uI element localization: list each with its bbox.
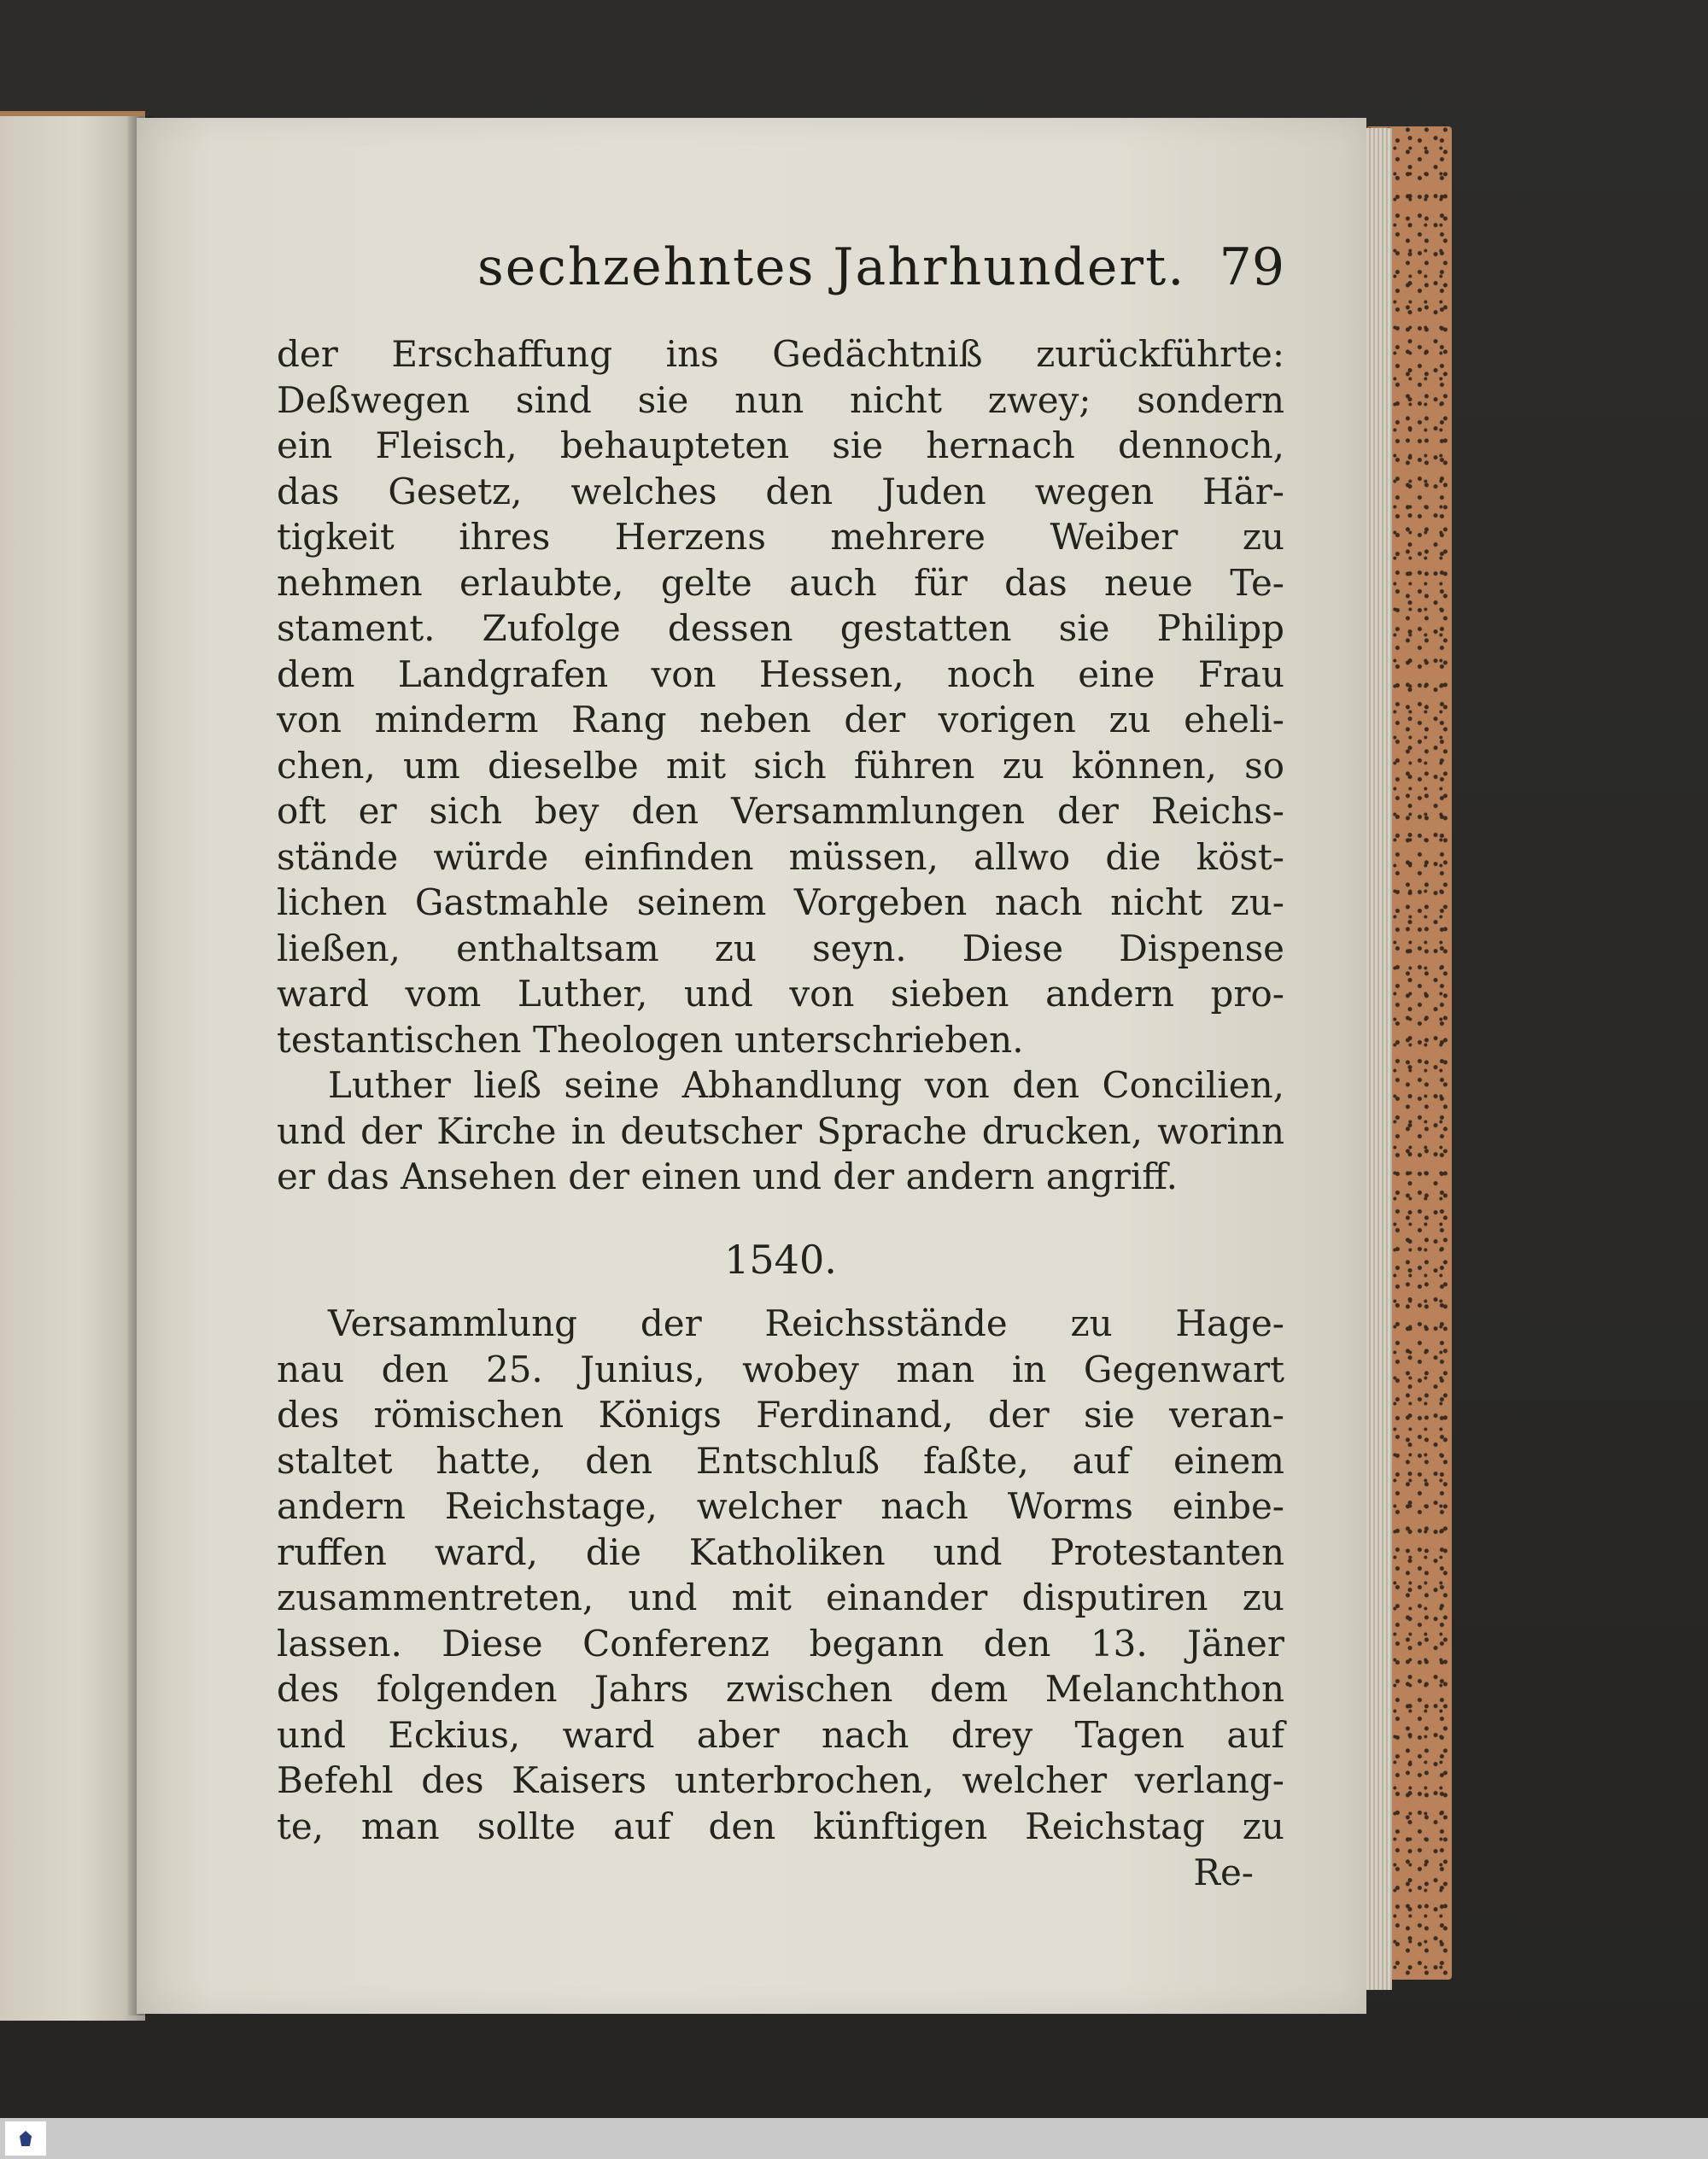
- page-number: 79: [1219, 237, 1284, 297]
- text-line: Versammlung der Reichsstände zu Hage-: [328, 1302, 1284, 1344]
- year-heading: 1540.: [724, 1237, 837, 1283]
- catchword: Re-: [1193, 1852, 1254, 1893]
- paragraph-3: [277, 1301, 1284, 1849]
- text-line: chen, um dieselbe mit sich führen zu können, so: [277, 744, 1284, 787]
- text-line: ward vom Luther, und von sieben andern pro-: [277, 973, 1284, 1015]
- text-line: stament. Zufolge dessen gestatten sie Philipp: [277, 607, 1284, 649]
- paragraph-1: [277, 331, 1284, 1062]
- left-page-edge: [0, 111, 145, 2021]
- book-page: [137, 118, 1366, 2014]
- text-line: und Eckius, ward aber nach drey Tagen auf: [277, 1713, 1284, 1756]
- text-line: ließen, enthaltsam zu seyn. Diese Dispense: [277, 927, 1284, 969]
- text-line: des folgenden Jahrs zwischen dem Melanchthon: [277, 1668, 1284, 1710]
- text-line: testantischen Theologen unterschrieben.: [277, 1018, 1024, 1061]
- text-line: ein Fleisch, behaupteten sie hernach dennoch,: [277, 424, 1284, 466]
- text-line: Luther ließ seine Abhandlung von den Concilien,: [328, 1064, 1284, 1106]
- running-title: sechzehntes Jahrhundert.: [477, 237, 1186, 297]
- text-line: Deßwegen sind sie nun nicht zwey; sondern: [277, 378, 1284, 421]
- text-line: oft er sich bey den Versammlungen der Reichs-: [277, 790, 1284, 832]
- text-line: dem Landgrafen von Hessen, noch eine Frau: [277, 652, 1284, 695]
- running-head: [277, 237, 1284, 314]
- text-line: nehmen erlaubte, gelte auch für das neue Te-: [277, 561, 1284, 604]
- text-line: ruffen ward, die Katholiken und Protestanten: [277, 1530, 1284, 1573]
- text-line: stände würde einfinden müssen, allwo die köst-: [277, 835, 1284, 878]
- viewer-footer: [0, 2118, 1708, 2159]
- text-line: der Erschaffung ins Gedächtniß zurückführte:: [277, 333, 1284, 375]
- library-logo-icon: [20, 2131, 32, 2146]
- text-line: te, man sollte auf den künftigen Reichstag zu: [277, 1805, 1284, 1847]
- text-line: andern Reichstage, welcher nach Worms einbe-: [277, 1485, 1284, 1527]
- text-line: er das Ansehen der einen und der andern angriff.: [277, 1156, 1178, 1197]
- text-line: des römischen Königs Ferdinand, der sie veran-: [277, 1394, 1284, 1436]
- text-line: staltet hatte, den Entschluß faßte, auf einem: [277, 1439, 1284, 1482]
- paragraph-2: [277, 1062, 1284, 1200]
- text-line: und der Kirche in deutscher Sprache drucken, worinn: [277, 1109, 1284, 1152]
- text-line: nau den 25. Junius, wobey man in Gegenwart: [277, 1348, 1284, 1390]
- text-line: Befehl des Kaisers unterbrochen, welcher verlang-: [277, 1759, 1284, 1801]
- library-logo[interactable]: [5, 2121, 46, 2156]
- text-line: zusammentreten, und mit einander disputiren zu: [277, 1577, 1284, 1618]
- text-line: tigkeit ihres Herzens mehrere Weiber zu: [277, 516, 1284, 558]
- text-line: lassen. Diese Conferenz begann den 13. Jäner: [277, 1622, 1284, 1665]
- text-line: das Gesetz, welches den Juden wegen Här-: [277, 470, 1284, 512]
- text-line: lichen Gastmahle seinem Vorgeben nach nicht zu-: [277, 881, 1284, 923]
- text-line: von minderm Rang neben der vorigen zu eheli-: [277, 699, 1284, 740]
